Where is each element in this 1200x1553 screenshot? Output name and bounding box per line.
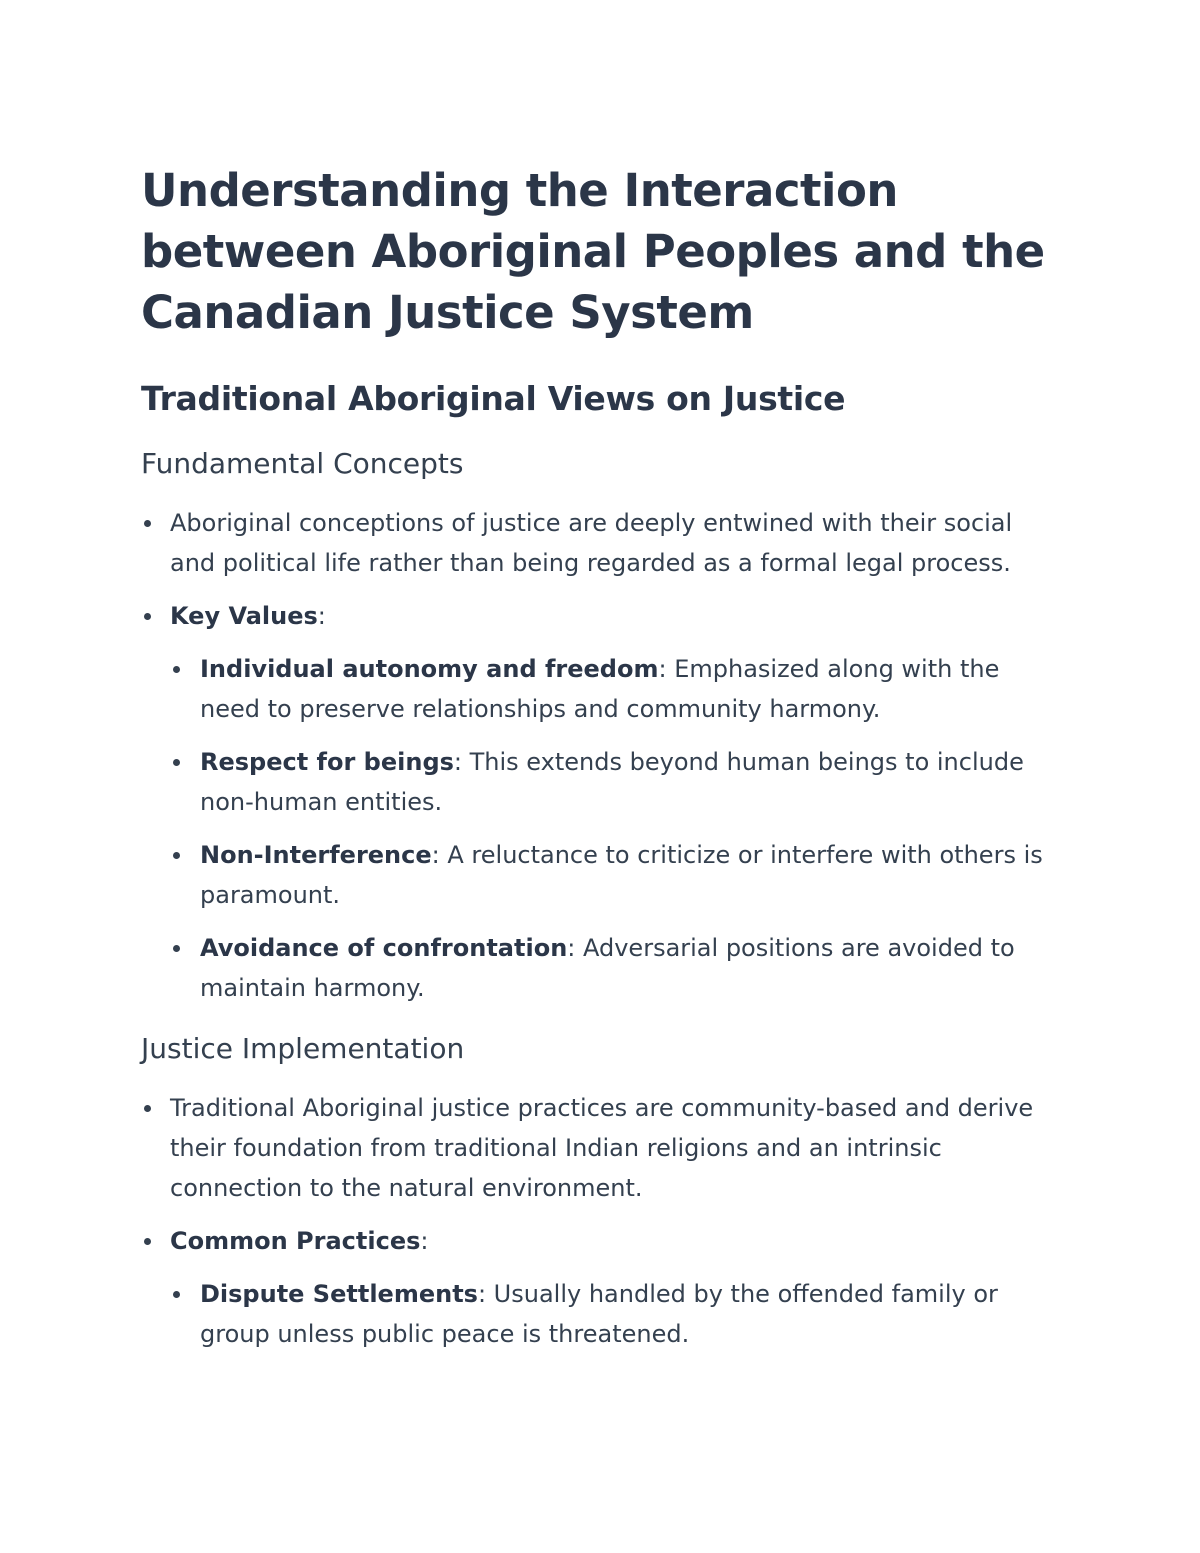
nested-list-item (170, 1274, 1061, 1354)
nested-list-item (170, 742, 1061, 822)
nested-bullet-list (170, 649, 1061, 1008)
section-heading: Traditional Aboriginal Views on Justice (141, 379, 846, 418)
document-title: Understanding the Interaction between Aboriginal Peoples and the Canadian Justice System (141, 164, 1045, 339)
nested-list-item-text: : Usually handled by the offended family or group unless public peace is threatened. (200, 1280, 998, 1348)
subsection-heading-fundamental-concepts: Fundamental Concepts (141, 447, 464, 480)
list-item (141, 1088, 1061, 1208)
list-item (141, 596, 1061, 1008)
nested-list-item (170, 835, 1061, 915)
nested-list-item-label: Dispute Settlements (200, 1280, 478, 1308)
nested-list-item (170, 649, 1061, 729)
list-item-label: Key Values (170, 602, 318, 630)
nested-list-item (170, 928, 1061, 1008)
bullet-list (141, 1088, 1061, 1354)
list-item-text: Aboriginal conceptions of justice are deeply entwined with their social and political life rather than being regarded as a formal legal process. (170, 509, 1013, 577)
nested-list-item-text: : Emphasized along with the need to preserve relationships and community harmony. (200, 655, 1000, 723)
document-page (141, 160, 1061, 1367)
list-item-label: Common Practices (170, 1227, 421, 1255)
nested-list-item-text: : This extends beyond human beings to include non-human entities. (200, 748, 1024, 816)
list-item-colon: : (317, 602, 326, 630)
nested-list-item-text: : A reluctance to criticize or interfere with others is paramount. (200, 841, 1043, 909)
nested-list-item-label: Avoidance of confrontation (200, 934, 568, 962)
nested-list-item-label: Individual autonomy and freedom (200, 655, 659, 683)
nested-list-item-label: Non-Interference (200, 841, 432, 869)
list-item (141, 1221, 1061, 1354)
list-item-text: Traditional Aboriginal justice practices are community-based and derive their foundation from traditional Indian religions and an intrinsic connection to the natural environment. (170, 1094, 1034, 1202)
subsection-heading-justice-implementation: Justice Implementation (141, 1032, 465, 1065)
list-item-colon: : (420, 1227, 429, 1255)
nested-list-item-text: : Adversarial positions are avoided to maintain harmony. (200, 934, 1015, 1002)
nested-bullet-list (170, 1274, 1061, 1354)
nested-list-item-label: Respect for beings (200, 748, 454, 776)
bullet-list (141, 503, 1061, 1008)
list-item (141, 503, 1061, 583)
